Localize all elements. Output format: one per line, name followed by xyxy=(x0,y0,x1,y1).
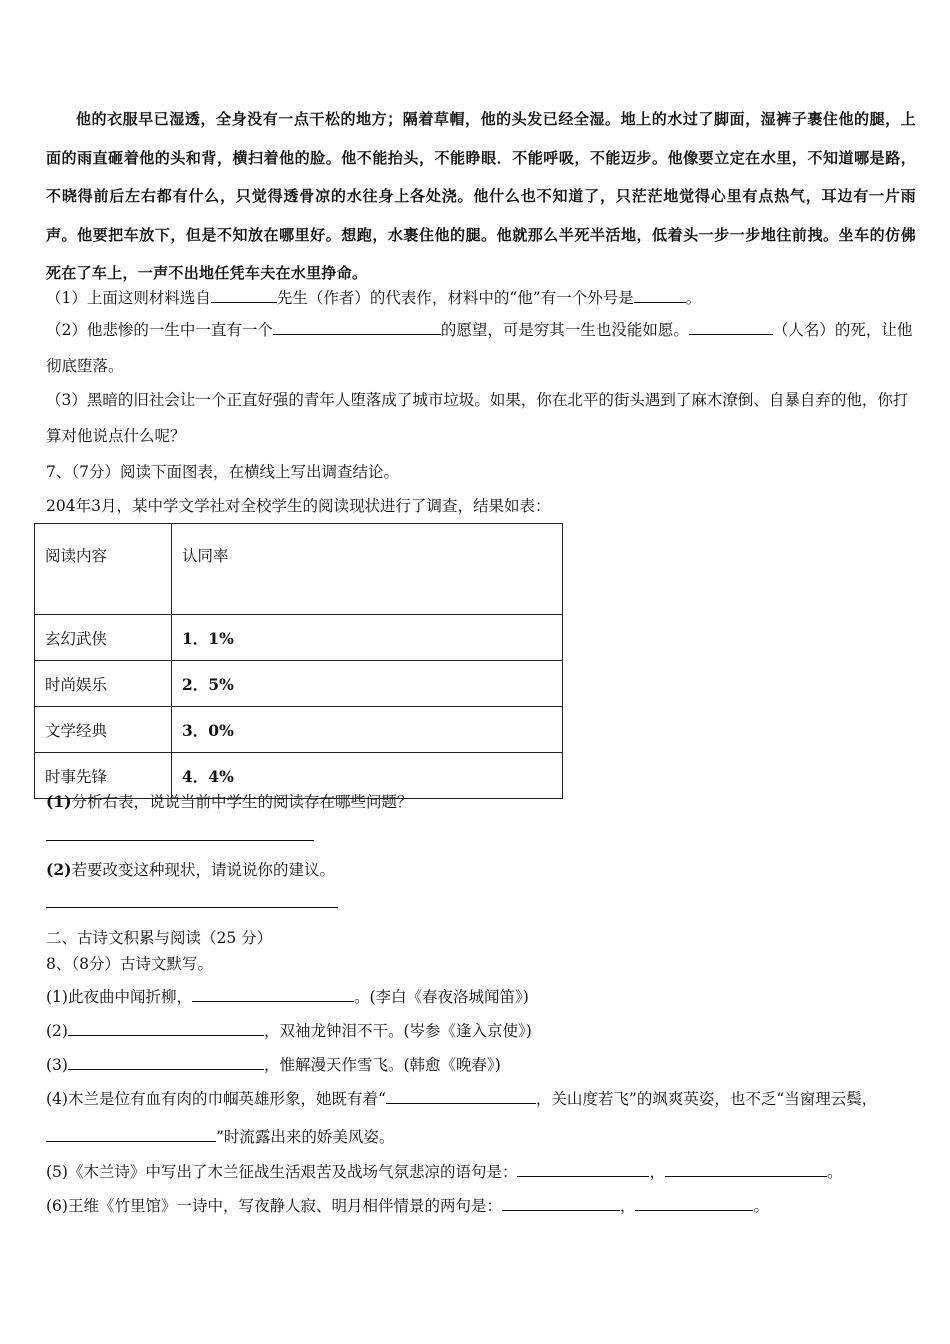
blank-poem-4b[interactable] xyxy=(46,1127,216,1142)
q7-sub1-answer-line[interactable] xyxy=(46,840,314,841)
q8-line-1: (1)此夜曲中闻折柳， 。(李白《春夜洛城闻笛》) xyxy=(46,988,529,1006)
table-header-row xyxy=(35,524,563,615)
survey-table xyxy=(34,523,563,799)
table-header-rate: 认同率 xyxy=(172,524,563,615)
table-row xyxy=(35,707,563,753)
q8-line-2: (2) ，双袖龙钟泪不干。(岑参《逢入京使》) xyxy=(46,1022,532,1040)
q7-sub2-answer-line[interactable] xyxy=(46,907,338,908)
table-row xyxy=(35,661,563,707)
table-cell-content: 玄幻武侠 xyxy=(35,615,172,661)
q8-line-3: (3) ，惟解漫天作雪飞。(韩愈《晚春》) xyxy=(46,1056,501,1074)
blank-poem-5a[interactable] xyxy=(517,1162,649,1177)
table-cell-rate: 4．4% xyxy=(172,753,563,799)
table-cell-content: 时尚娱乐 xyxy=(35,661,172,707)
blank-poem-4a[interactable] xyxy=(386,1089,536,1104)
table-row xyxy=(35,615,563,661)
q7-intro: 204年3月，某中学文学社对全校学生的阅读现状进行了调查，结果如表： xyxy=(46,497,551,515)
q8-line-6: (6)王维《竹里馆》一诗中，写夜静人寂、明月相伴情景的两句是： ， 。 xyxy=(46,1197,769,1215)
q8-header: 8、（8分）古诗文默写。 xyxy=(46,955,213,973)
q8-line-4: (4)木兰是位有血有肉的巾帼英雄形象，她既有着“ ，关山度若飞”的飒爽英姿，也不乏“当窗理云鬓，”时流露出来的娇美风姿。 xyxy=(46,1090,878,1146)
blank-poem-6a[interactable] xyxy=(502,1196,620,1211)
blank-poem-2[interactable] xyxy=(68,1021,264,1036)
table-cell-content: 文学经典 xyxy=(35,707,172,753)
q8-line-5: (5)《木兰诗》中写出了木兰征战生活艰苦及战场气氛悲凉的语句是： ， 。 xyxy=(46,1163,843,1181)
table-header-content: 阅读内容 xyxy=(35,524,172,615)
blank-poem-5b[interactable] xyxy=(665,1162,827,1177)
blank-person[interactable] xyxy=(689,320,773,335)
q6-part2: （2）他悲惨的一生中一直有一个 的愿望，可是穷其一生也没能如愿。 （人名）的死，让他彻底堕落。 xyxy=(46,321,913,375)
table-cell-content: 时事先锋 xyxy=(35,753,172,799)
blank-nickname[interactable] xyxy=(634,288,686,303)
q7-header: 7、（7分）阅读下面图表，在横线上写出调查结论。 xyxy=(46,463,399,481)
table-cell-rate: 2．5% xyxy=(172,661,563,707)
section-2-heading: 二、古诗文积累与阅读（25 分） xyxy=(46,929,273,947)
q7-sub2: (2)若要改变这种现状，请说说你的建议。 xyxy=(46,860,335,879)
blank-wish[interactable] xyxy=(273,320,441,335)
blank-poem-1[interactable] xyxy=(192,987,354,1002)
q7-sub1: (1)分析右表，说说当前中学生的阅读存在哪些问题？ xyxy=(46,792,413,811)
reading-passage: 他的衣服早已湿透，全身没有一点干松的地方；隔着草帽，他的头发已经全湿。地上的水过了脚面，湿裤子裹住他的腿，上面的雨直砸着他的头和背，横扫着他的脸。他不能抬头，不能睁眼．不能呼吸，不能迈步。他像要立定在水里，不知道哪是路，不晓得前后左右都有什么，只觉得透骨凉的水往身上各处浇。他什么也不知道了，只茫茫地觉得心里有点热气，耳边有一片雨声。他要把车放下，但是不知放在哪里好。想跑，水裹住他的腿。他就那么半死半活地，低着头一步一步地往前拽。坐车的仿佛死在了车上，一声不出地任凭车夫在水里挣命。 xyxy=(46,110,916,282)
q6-part1: （1）上面这则材料选自 先生（作者）的代表作，材料中的“他”有一个外号是 。 xyxy=(46,289,702,307)
blank-poem-6b[interactable] xyxy=(635,1196,753,1211)
q6-part3: （3）黑暗的旧社会让一个正直好强的青年人堕落成了城市垃圾。如果，你在北平的街头遇到了麻木潦倒、自暴自弃的他，你打算对他说点什么呢？ xyxy=(46,391,909,445)
table-cell-rate: 3．0% xyxy=(172,707,563,753)
blank-author[interactable] xyxy=(211,288,277,303)
table-cell-rate: 1．1% xyxy=(172,615,563,661)
blank-poem-3[interactable] xyxy=(68,1055,264,1070)
